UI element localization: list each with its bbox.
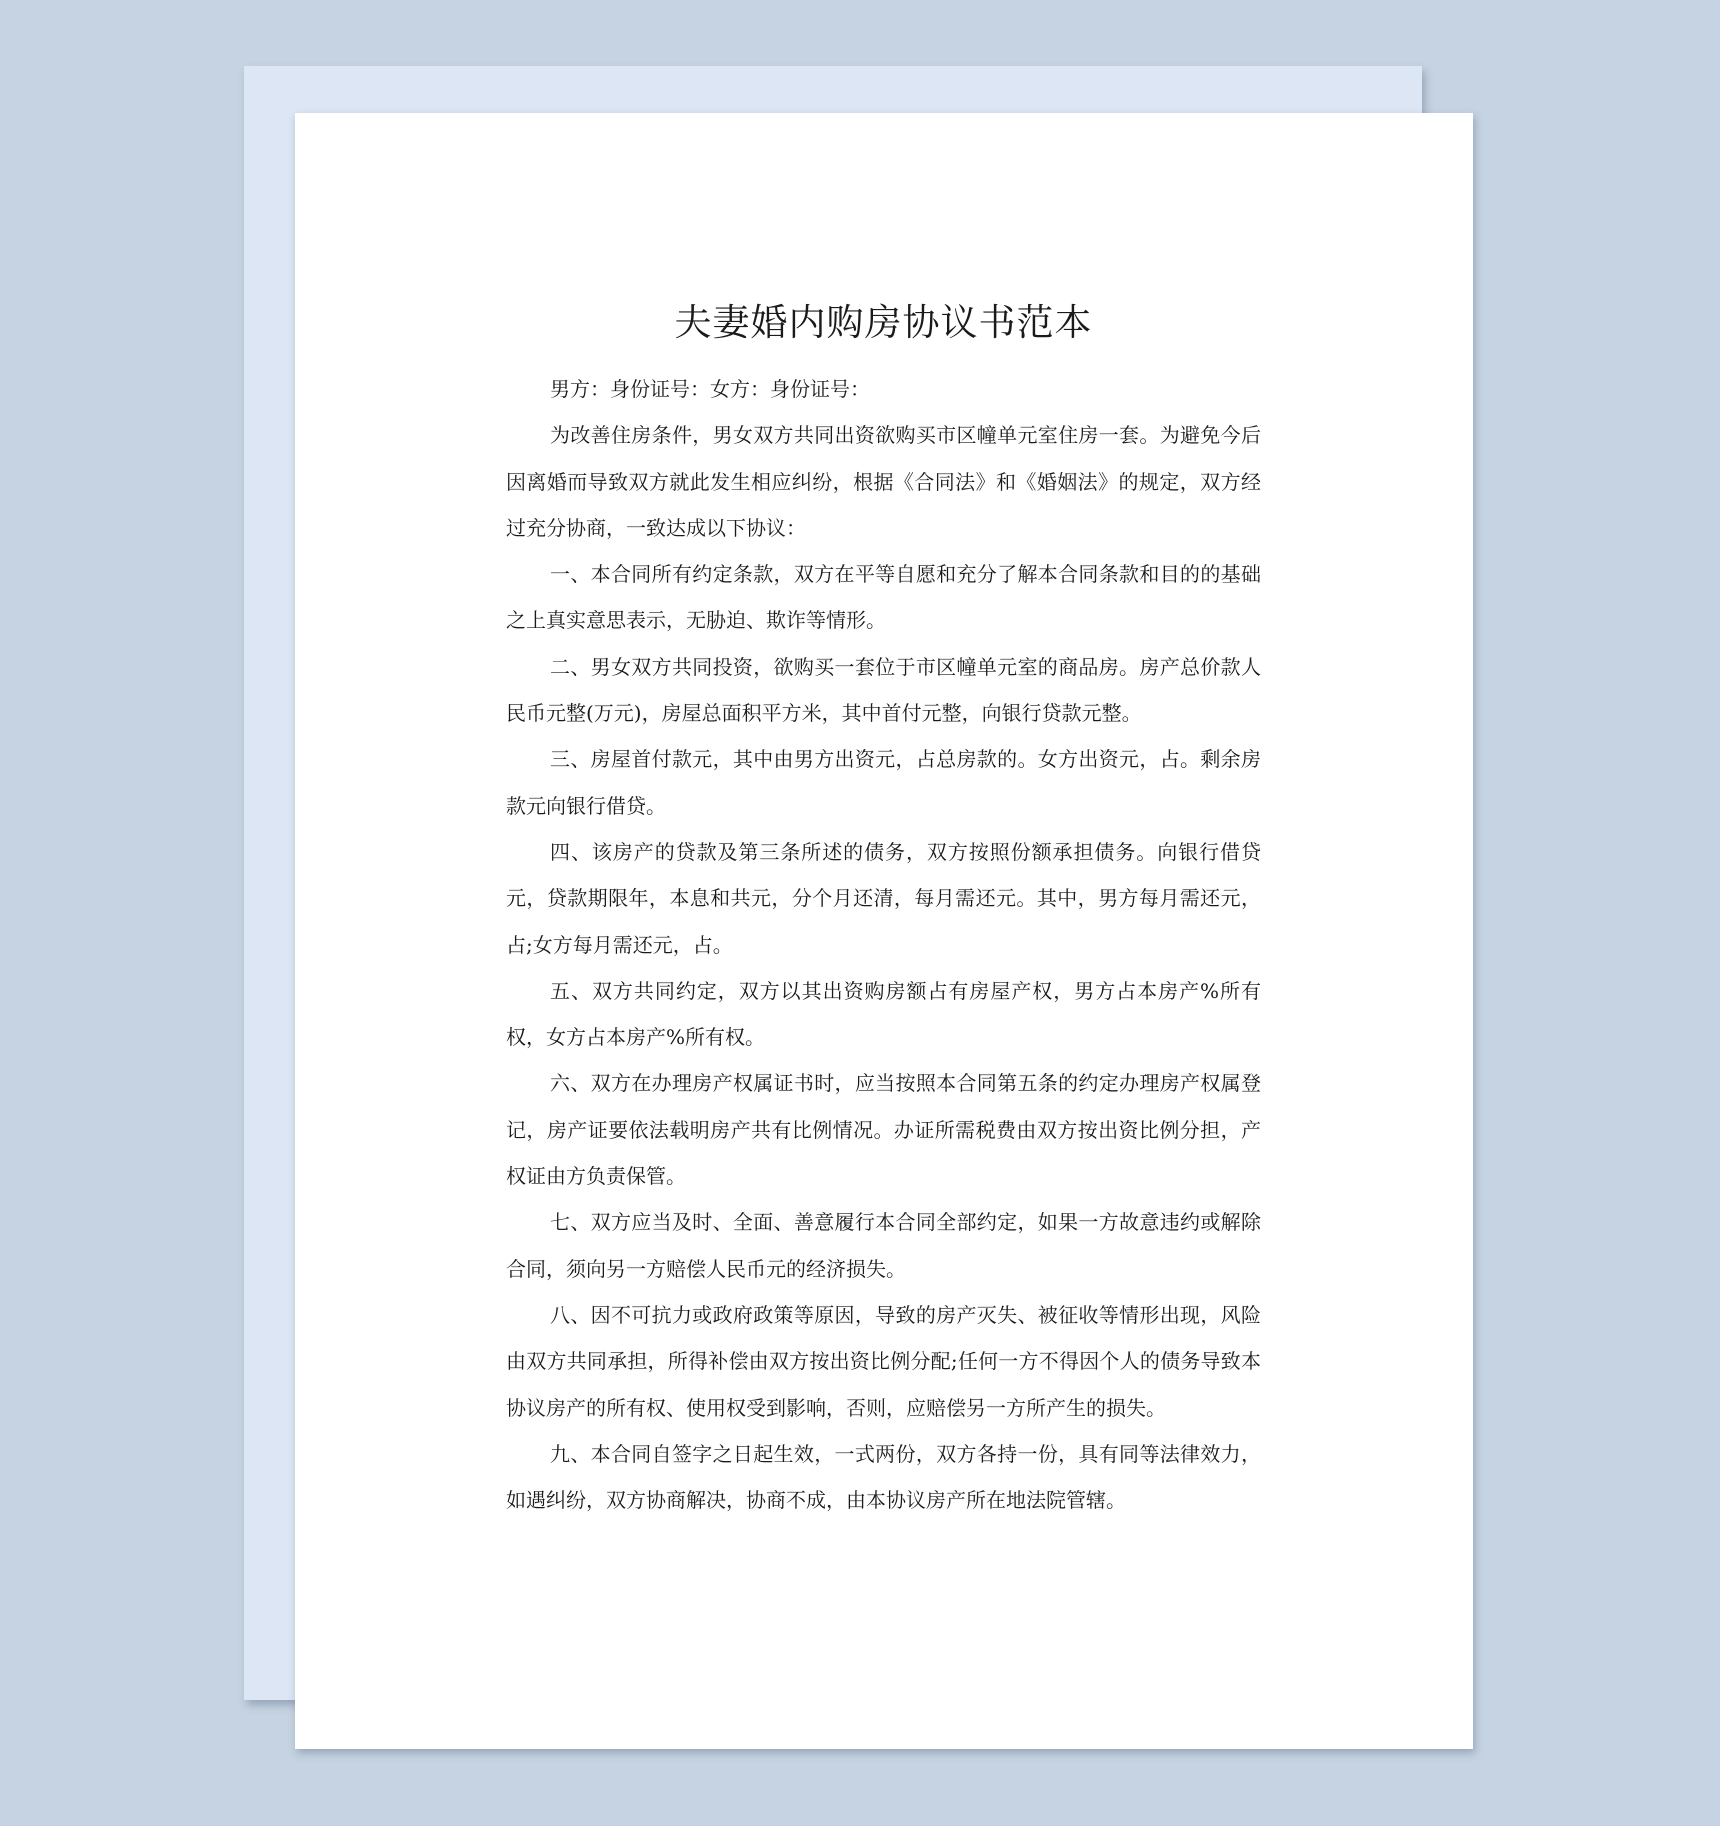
- clause-2: 二、男女双方共同投资，欲购买一套位于市区幢单元室的商品房。房产总价款人民币元整(万元)，房屋总面积平方米，其中首付元整，向银行贷款元整。: [506, 654, 1261, 726]
- document-page: [295, 113, 1473, 1749]
- clause-8: 八、因不可抗力或政府政策等原因，导致的房产灭失、被征收等情形出现，风险由双方共同承担，所得补偿由双方按出资比例分配;任何一方不得因个人的债务导致本协议房产的所有权、使用权受到影响，否则，应赔偿另一方所产生的损失。: [506, 1302, 1261, 1420]
- clause-7: 七、双方应当及时、全面、善意履行本合同全部约定，如果一方故意违约或解除合同，须向另一方赔偿人民币元的经济损失。: [506, 1210, 1261, 1281]
- clause-3: 三、房屋首付款元，其中由男方出资元，占总房款的。女方出资元，占。剩余房款元向银行借贷。: [506, 747, 1261, 818]
- clause-9: 九、本合同自签字之日起生效，一式两份，双方各持一份，具有同等法律效力，如遇纠纷，双方协商解决，协商不成，由本协议房产所在地法院管辖。: [506, 1441, 1261, 1513]
- document-body: [506, 298, 1261, 1523]
- clause-5: 五、双方共同约定，双方以其出资购房额占有房屋产权，男方占本房产%所有权，女方占本房产%所有权。: [506, 978, 1261, 1050]
- clause-6: 六、双方在办理房产权属证书时，应当按照本合同第五条的约定办理房产权属登记，房产证要依法载明房产共有比例情况。办证所需税费由双方按出资比例分担，产权证由方负责保管。: [506, 1071, 1261, 1189]
- preamble-paragraph: 为改善住房条件，男女双方共同出资欲购买市区幢单元室住房一套。为避免今后因离婚而导致双方就此发生相应纠纷，根据《合同法》和《婚姻法》的规定，双方经过充分协商，一致达成以下协议：: [506, 423, 1261, 540]
- clause-1: 一、本合同所有约定条款，双方在平等自愿和充分了解本合同条款和目的的基础之上真实意思表示，无胁迫、欺诈等情形。: [506, 562, 1261, 633]
- parties-line: 男方：身份证号：女方：身份证号：: [550, 377, 870, 401]
- document-title: 夫妻婚内购房协议书范本: [674, 301, 1093, 344]
- clause-4: 四、该房产的贷款及第三条所述的债务，双方按照份额承担债务。向银行借贷元，贷款期限年，本息和共元，分个月还清，每月需还元。其中，男方每月需还元，占;女方每月需还元，占。: [506, 839, 1261, 957]
